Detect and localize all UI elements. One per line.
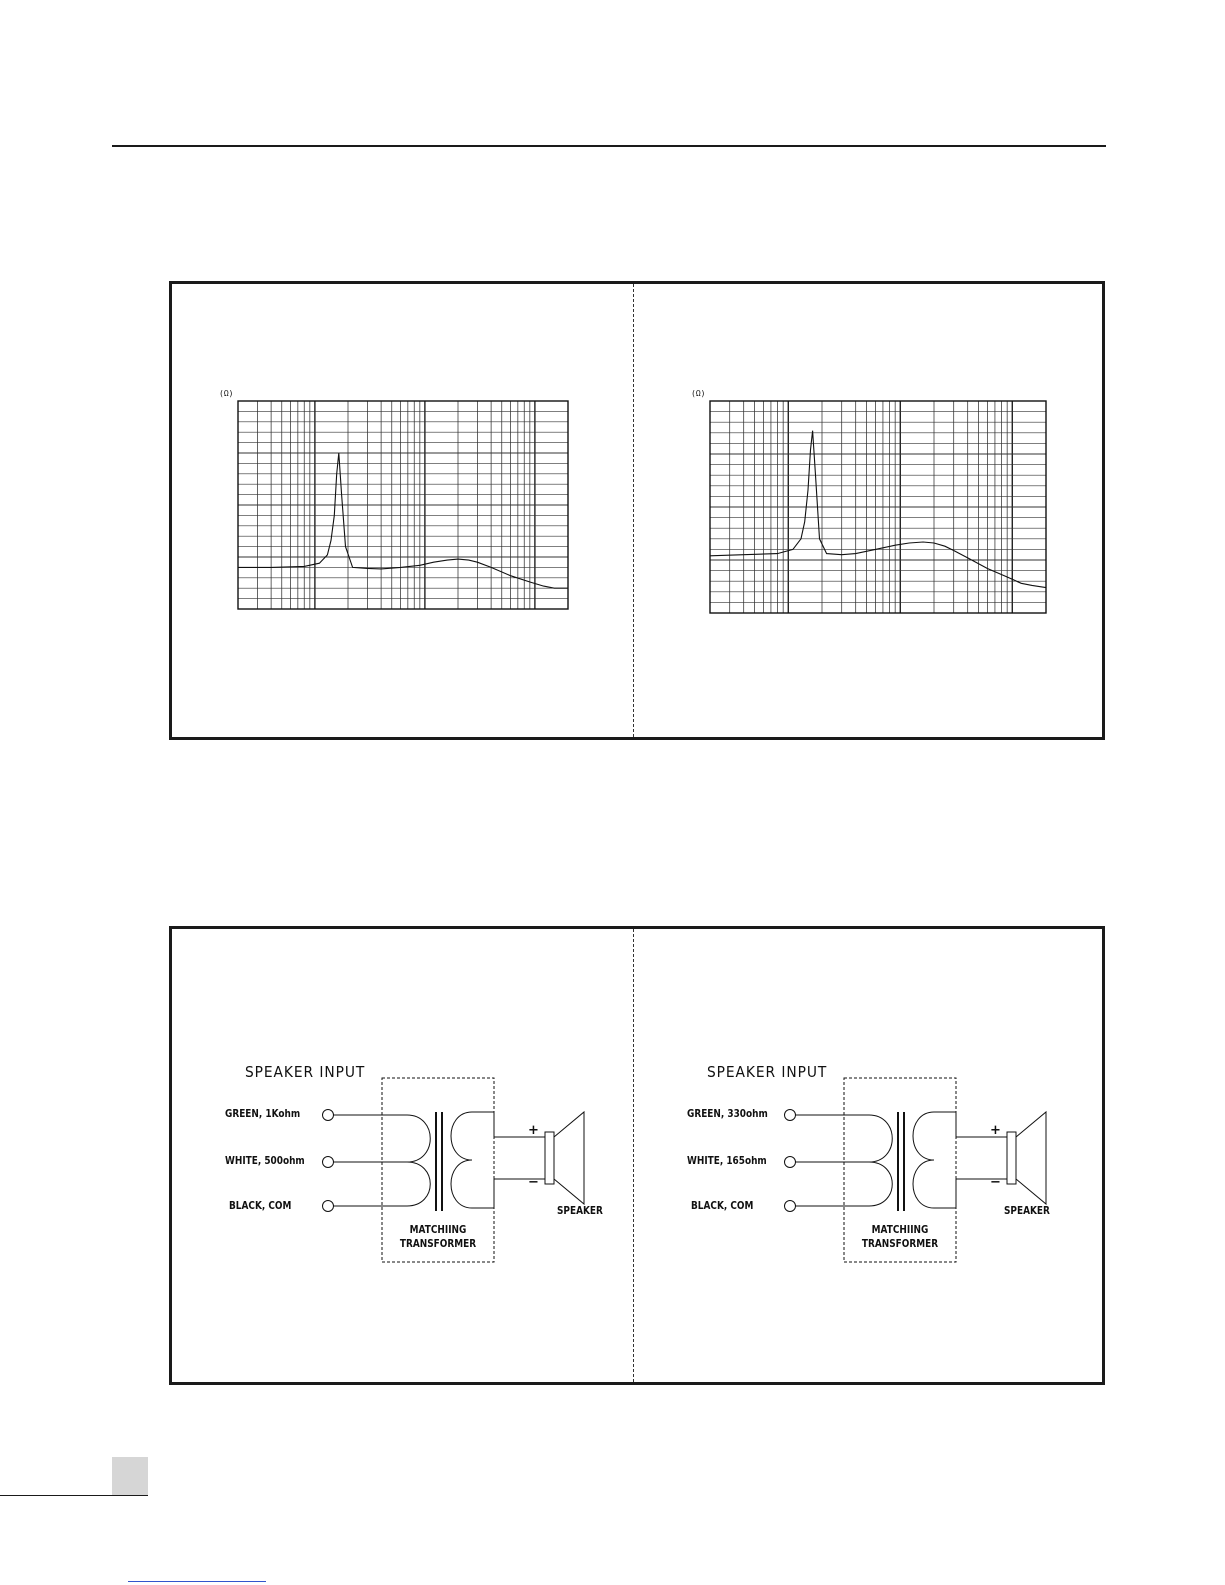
- transformer-label: [854, 1223, 946, 1251]
- impedance-chart-right: [172, 284, 1102, 737]
- speaker-input-title: SPEAKER INPUT: [707, 1063, 828, 1081]
- secondary-coil-upper: [913, 1112, 934, 1160]
- minus-terminal-label: −: [528, 1175, 539, 1190]
- tap-label-green: GREEN, 1Kohm: [225, 1108, 301, 1120]
- speaker-cone: [1016, 1112, 1046, 1204]
- transformer-label-line1: MATCHIING: [871, 1224, 929, 1236]
- impedance-curves-panel: [169, 281, 1105, 740]
- tap-label-green: GREEN, 330ohm: [687, 1108, 768, 1120]
- plus-terminal-label: +: [528, 1123, 539, 1138]
- footer-rule: [0, 1495, 148, 1496]
- page-number-tab: [112, 1457, 148, 1495]
- wiring-diagram-right: [172, 929, 1102, 1382]
- chart-2-unit-label: (Ω): [691, 389, 706, 398]
- header-rule: [112, 145, 1106, 147]
- speaker-magnet: [1007, 1132, 1016, 1184]
- speaker-label: SPEAKER: [1004, 1205, 1050, 1217]
- tap-label-white: WHITE, 500ohm: [225, 1155, 305, 1167]
- transformer-label-line2: TRANSFORMER: [861, 1238, 939, 1250]
- plus-terminal-label: +: [990, 1123, 1001, 1138]
- tap-terminal-white: [785, 1157, 796, 1168]
- primary-coil-lower: [869, 1162, 892, 1206]
- minus-terminal-label: −: [990, 1175, 1001, 1190]
- tap-terminal-green: [785, 1110, 796, 1121]
- footer-link-underline: [128, 1581, 266, 1582]
- tap-label-black: BLACK, COM: [229, 1200, 292, 1212]
- secondary-coil-lower: [913, 1160, 934, 1208]
- transformer-label-line2: TRANSFORMER: [399, 1238, 477, 1250]
- speaker-label: SPEAKER: [557, 1205, 603, 1217]
- tap-label-black: BLACK, COM: [691, 1200, 754, 1212]
- tap-terminal-black: [785, 1201, 796, 1212]
- primary-coil-upper: [869, 1115, 892, 1162]
- transformer-label-line1: MATCHIING: [409, 1224, 467, 1236]
- wiring-diagram-panel: [169, 926, 1105, 1385]
- chart-1-unit-label: (Ω): [219, 389, 234, 398]
- tap-label-white: WHITE, 165ohm: [687, 1155, 767, 1167]
- speaker-input-title: SPEAKER INPUT: [245, 1063, 366, 1081]
